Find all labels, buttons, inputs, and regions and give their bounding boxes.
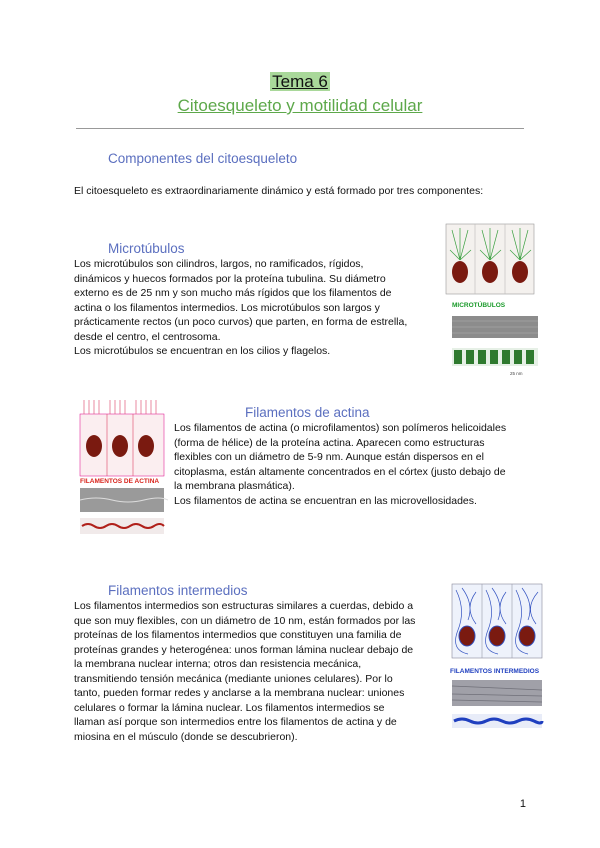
intermedios-line: Los filamentos intermedios son estructuras similares a cuerdas, debido a <box>74 600 414 612</box>
microtubulos-text <box>74 257 434 359</box>
microtubulos-line: dinámicos y huecos formados por la proteína tubulina. Su diámetro <box>74 272 386 285</box>
document-title: Tema 6 <box>272 72 328 91</box>
actina-figure-label: FILAMENTOS DE ACTINA <box>80 478 160 485</box>
microtubulos-figure-scale: 25 nm <box>510 371 523 376</box>
intermedios-line: transmitiendo tensión mecánica (mediante uniones celulares). Por lo <box>74 672 393 685</box>
intermedios-line: proteínas de los filamentos intermedios que constituyen una familia de <box>74 629 402 641</box>
actina-line: Los filamentos de actina se encuentran en las microvellosidades. <box>174 494 477 507</box>
page-number: 1 <box>519 798 526 810</box>
microtubulos-line: prácticamente rectos (un poco curvos) que parten, en forma de estrella, <box>74 316 408 328</box>
microtubulos-line: desde el centro, el centrosoma. <box>74 330 221 343</box>
intermedios-line: tanto, pueden formar redes y anclarse a la membrana nuclear: uniones <box>74 687 405 699</box>
actina-text <box>174 421 534 508</box>
intermedios-line: llaman así porque son intermedios entre los filamentos de actina y de <box>74 716 397 728</box>
microtubulos-line: externo es de 25 nm y son mucho más rígidos que los filamentos de <box>74 287 392 299</box>
microtubulos-heading: Microtúbulos <box>108 241 185 256</box>
actina-line: la membrana plasmática). <box>174 480 295 492</box>
microtubulos-line: Los microtúbulos se encuentran en los cilios y flagelos. <box>74 345 331 357</box>
microtubulos-line: Los microtúbulos son cilindros, largos, no ramificados, rígidos, <box>74 258 364 270</box>
actina-figure <box>76 396 168 552</box>
microtubulos-figure <box>440 220 540 380</box>
intermedios-line: la membrana nuclear interna; otros dan resistencia mecánica, <box>74 658 362 670</box>
title-divider <box>76 128 524 129</box>
document-subtitle: Citoesqueleto y motilidad celular <box>177 96 423 115</box>
actina-heading: Filamentos de actina <box>245 405 370 420</box>
intermedios-line: que son muy flexibles, con un diámetro de 10 nm, están formados por las <box>74 614 416 627</box>
actina-line: citoplasma, están altamente concentrados en el córtex (justo debajo de <box>174 465 506 478</box>
actina-line: Los filamentos de actina (o microfilamentos) son polímeros helicoidales <box>174 422 507 434</box>
microtubulos-illustration <box>440 220 540 380</box>
intermedios-line: miosina en el músculo (donde se descubrieron). <box>74 730 298 743</box>
actina-line: flexibles con un diámetro de 5-9 nm. Aunque están dispersos en el <box>174 451 484 463</box>
intro-text: El citoesqueleto es extraordinariamente dinámico y está formado por tres componentes: <box>74 185 484 197</box>
intermedios-illustration <box>448 580 548 744</box>
actina-line: (forma de hélice) de la proteína actina. Aparecen como estructuras <box>174 436 485 449</box>
section-heading: Componentes del citoesqueleto <box>108 151 298 166</box>
intermedios-heading: Filamentos intermedios <box>108 583 248 598</box>
intermedios-line: proteínas grandes y heterogénea: unos forman lámina nuclear debajo de <box>74 643 414 656</box>
intermedios-figure <box>448 580 548 744</box>
intermedios-line: celulares o formar la lámina nuclear. Los filamentos intermedios se <box>74 701 385 714</box>
microtubulos-line: actina o los filamentos intermedios. Los microtúbulos son largos y <box>74 301 380 314</box>
intermedios-figure-label: FILAMENTOS INTERMEDIOS <box>450 668 540 675</box>
microtubulos-figure-label: MICROTÚBULOS <box>452 302 506 309</box>
intermedios-text <box>74 599 444 744</box>
actina-illustration <box>76 396 168 552</box>
